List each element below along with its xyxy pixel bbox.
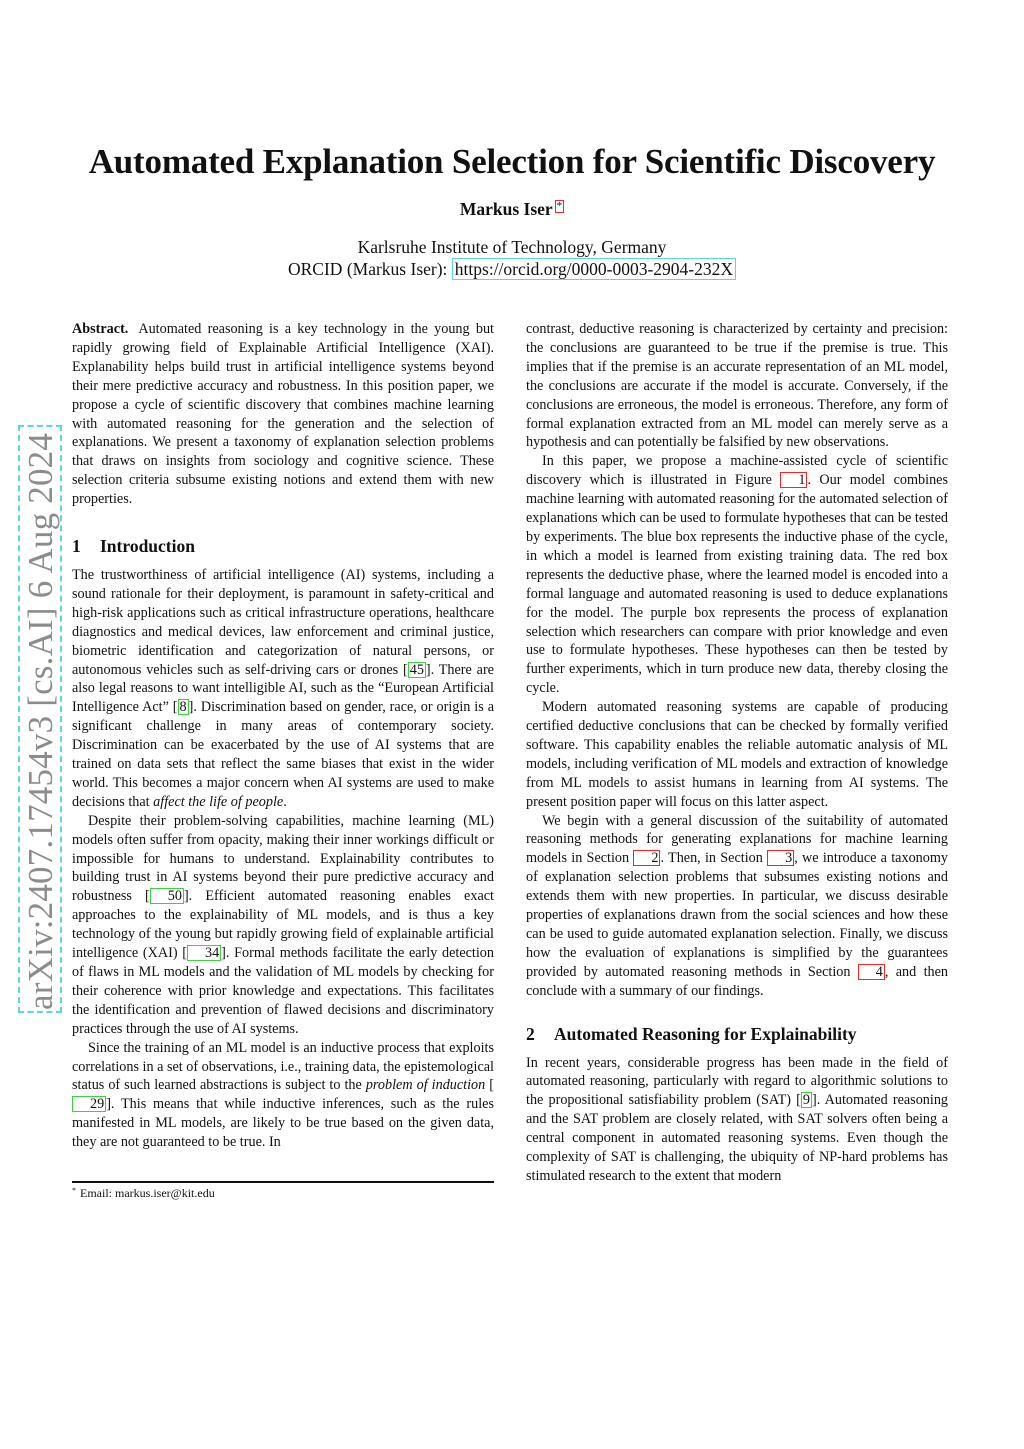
citation-link[interactable]: 45	[409, 661, 424, 678]
affiliation-block	[0, 236, 1024, 280]
intro-paragraph-3	[72, 1039, 494, 1152]
citation-link[interactable]: 34	[187, 945, 221, 961]
citation-link[interactable]: 50	[150, 888, 184, 904]
section-2-number: 2	[526, 1023, 535, 1044]
text-span: Despite their problem-solving capabilities, machine learning (ML) models often suffer from opacity, making their inner workings difficult or impossible for humans to understand. Explainability contributes to building trust in AI systems beyond their pure predictive accuracy and robustness [	[72, 812, 494, 905]
section-ref-link[interactable]: 2	[633, 850, 660, 866]
text-span: ]. Formal methods facilitate the early detection of flaws in ML models and the validation of ML models by checking for their coherence with prior knowledge and expectations. This facilitates the identification and prevention of flawed decisions and discriminatory practices through the use of AI systems.	[72, 945, 494, 1037]
intro-paragraph-5: Modern automated reasoning systems are capable of producing certified deductive conclusions that can be checked by formally verified software. This capability enables the reliable automatic analysis of ML models, including verification of ML models and extraction of knowledge from ML models to assist humans in learning from AI systems. The present position paper will focus on this latter aspect.	[526, 699, 948, 810]
text-span: .	[283, 793, 287, 810]
section-ref-link[interactable]: 3	[767, 850, 794, 866]
text-span: In recent years, considerable progress has been made in the field of automated reasoning, particularly with regard to algorithmic solutions to the propositional satisfiability problem (SAT) [	[526, 1054, 948, 1109]
footnote-rule	[72, 1181, 494, 1183]
section-1-title: Introduction	[100, 536, 195, 557]
section-ref-link[interactable]: 4	[858, 964, 885, 980]
author-footnote-link[interactable]: *	[556, 200, 563, 212]
text-span: We begin with a general discussion of the suitability of automated reasoning methods for generating explanations for machine learning models in Section	[526, 812, 948, 867]
text-span: . Then, in Section	[660, 850, 768, 867]
left-column	[72, 320, 494, 1152]
emphasis-text: affect the life of people	[153, 793, 284, 810]
text-span: In this paper, we propose a machine-assisted cycle of scientific discovery which is illustrated in Figure	[526, 453, 948, 489]
orcid-line	[0, 258, 1024, 280]
author-line	[0, 199, 1024, 220]
intro-paragraph-6	[526, 812, 948, 1001]
citation-link[interactable]: 8	[179, 699, 187, 716]
text-span: ]. Automated reasoning and the SAT problem are closely related, with SAT solvers often being a central component in automated reasoning systems. Even though the complexity of SAT is challenging, the ubiquity of NP-hard problems has stimulated research to the extent that modern	[526, 1092, 949, 1184]
section-2-heading	[526, 1025, 948, 1044]
intro-paragraph-2	[72, 812, 494, 1039]
footnote-mark: *	[72, 1186, 76, 1195]
text-span: The trustworthiness of artificial intelligence (AI) systems, including a sound rationale for their deployment, is paramount in safety-critical and high-risk applications such as critical infrastructure operations, healthcare diagnostics and medical devices, law enforcement and criminal justice, biometric identification and categorization of natural persons, or autonomous vehicles such as self-driving cars or drones [	[72, 566, 494, 678]
section-2-title: Automated Reasoning for Explainability	[554, 1023, 857, 1044]
intro-paragraph-3-continued: contrast, deductive reasoning is characterized by certainty and precision: the conclusions are guaranteed to be true if the premise is true. This implies that if the premise is an accurate representation of an ML model, the conclusions are accurate if the model is accurate. Conversely, if the conclusions are erroneous, the model is erroneous. Therefore, any form of formal explanation extracted from an ML model can merely serve as a hypothesis and can potentially be falsified by new observations.	[526, 321, 948, 451]
text-span: . Our model combines machine learning with automated reasoning for the automated selection of explanations which can be used to formulate hypotheses that can be tested by experiments. The blue box represents the inductive phase of the cycle, in which a model is learned from existing training data. The red box represents the deductive phase, where the learned model is encoded into a formal language and automated reasoning is used to deduce explanations for the model. The purple box represents the process of explanation selection which researchers can compare with prior knowledge and even use to formulate hypotheses. These hypotheses can then be tested by further experiments, which in turn produce new data, thereby closing the cycle.	[526, 472, 948, 697]
intro-paragraph-1	[72, 566, 494, 812]
text-span: ]. There are also legal reasons to want intelligible AI, such as the “European Artificial Intelligence Act” [	[72, 661, 494, 716]
text-span: , we introduce a taxonomy of explanation selection problems that subsumes existing notions and extends them with new properties. In particular, we discuss desirable properties of explanations drawn from the social sciences and how these can be used to guide automated explanation selection. Finally, we discuss how the evaluation of explanations is simplified by the guarantees provided by automated reasoning methods in Section	[526, 850, 948, 980]
arxiv-identifier[interactable]: arXiv:2407.17454v3 [cs.AI] 6 Aug 2024	[21, 432, 60, 1010]
section-1-heading	[72, 537, 494, 556]
sec2-paragraph-1	[526, 1054, 948, 1186]
paper-title: Automated Explanation Selection for Scientific Discovery	[88, 142, 936, 181]
orcid-label: ORCID (Markus Iser):	[288, 259, 448, 279]
abstract-text: Automated reasoning is a key technology in the young but rapidly growing field of Explainable Artificial Intelligence (XAI). Explanability helps build trust in artificial intelligence systems beyond their mere predictive accuracy and robustness. In this position paper, we propose a cycle of scientific discovery that combines machine learning with automated reasoning for the generation and the selection of explanations. We present a taxonomy of explanation selection problems that draws on insights from sociology and cognitive science. These selection criteria subsume existing notions and extend them with new properties.	[72, 321, 494, 508]
text-span: ]. This means that while inductive inferences, such as the rules manifested in ML models, are likely to be true based on the given data, they are not guaranteed to be true. In	[72, 1096, 494, 1151]
section-1-number: 1	[72, 536, 81, 557]
text-span: Since the training of an ML model is an inductive process that exploits correlations in a set of observations, i.e., training data, the epistemological status of such learned abstractions is subject to the	[72, 1039, 494, 1094]
citation-link[interactable]: 9	[802, 1092, 810, 1109]
emphasis-text: problem of induction	[365, 1077, 486, 1094]
intro-paragraph-4	[526, 452, 948, 698]
text-span: ]. Discrimination based on gender, race, or origin is a significant challenge in many areas of contemporary society. Discrimination can be exacerbated by the use of AI systems that are trained on data sets that reflect the same biases that exist in the wider world. This becomes a major concern when AI systems are used to make decisions that	[72, 699, 494, 810]
text-span: ]. Efficient automated reasoning enables exact approaches to the explainability of ML models, and is thus a key technology of the young but rapidly growing field of explainable artificial intelligence (XAI) [	[72, 888, 494, 962]
author-name: Markus Iser	[459, 199, 553, 219]
affiliation: Karlsruhe Institute of Technology, Germany	[357, 237, 667, 257]
abstract-label: Abstract.	[72, 321, 129, 337]
text-span: [	[485, 1077, 494, 1094]
text-span: , and then conclude with a summary of our findings.	[526, 963, 948, 999]
footnote	[72, 1186, 494, 1201]
figure-ref-link[interactable]: 1	[780, 472, 807, 488]
abstract	[72, 320, 494, 509]
footnote-text: Email: markus.iser@kit.edu	[80, 1186, 215, 1200]
citation-link[interactable]: 29	[72, 1096, 106, 1112]
orcid-link[interactable]: https://orcid.org/0000-0003-2904-232X	[452, 258, 736, 280]
right-column	[526, 320, 948, 1186]
